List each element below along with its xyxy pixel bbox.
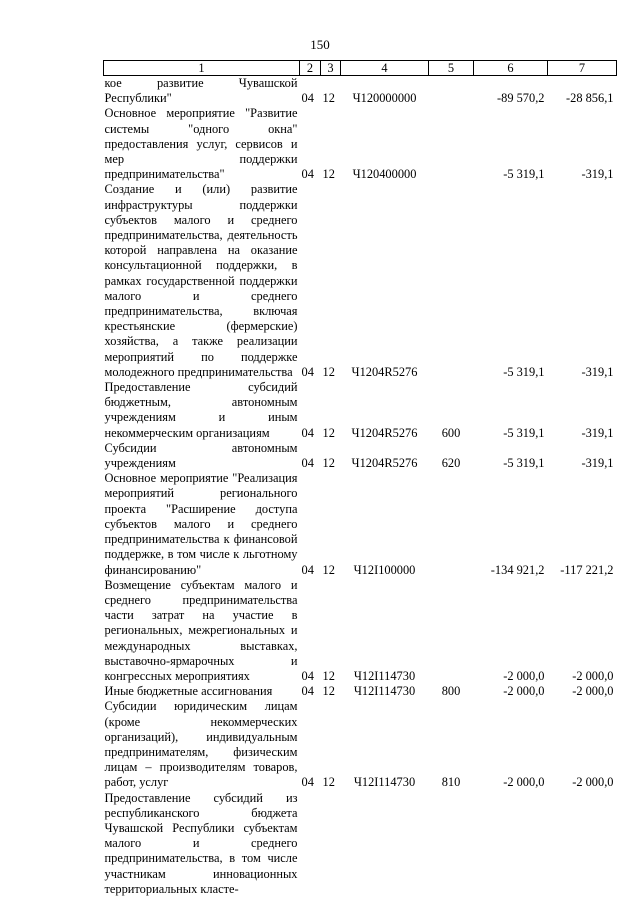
amount-cell-1 — [474, 791, 548, 897]
table-row — [104, 684, 617, 699]
podrazdel-cell: 12 — [322, 562, 335, 577]
podrazdel-cell: 12 — [322, 167, 335, 182]
row-name-cell: Субсидии юридическим лицам (кроме некоммерческих организаций), индивидуальным предпринимателям, физическим лицам – производителям товаров, работ, услуг — [104, 699, 298, 790]
table-row — [104, 76, 617, 107]
amount-cell-2: -319,1 — [581, 456, 614, 471]
razdel-cell: 04 — [301, 562, 314, 577]
podrazdel-cell — [321, 791, 341, 897]
podrazdel-cell: 12 — [322, 425, 335, 440]
page-number: 150 — [310, 37, 330, 52]
row-name-cell: Создание и (или) развитие инфраструктуры поддержки субъектов малого и среднего предпринимательства, деятельность которой направлена на оказание консультационной поддержки, в рамках государственной поддержки малого и среднего предпринимательства, включая крестьянские (фермерские) хозяйства, а также реализации мероприятий по поддержке молодежного предпринимательства — [104, 182, 298, 379]
podrazdel-cell: 12 — [322, 91, 335, 106]
target-article-cell: Ч12I114730 — [353, 775, 416, 790]
expense-type-cell — [429, 182, 474, 380]
target-article-cell — [341, 791, 429, 897]
row-name-cell: Иные бюджетные ассигнования — [104, 684, 273, 699]
expense-type-cell: 810 — [441, 775, 461, 790]
table-row — [104, 578, 617, 684]
expense-type-cell — [429, 791, 474, 897]
amount-cell-1: -5 319,1 — [503, 456, 545, 471]
row-name-cell: Субсидии автономным учреждениям — [104, 440, 298, 471]
table-row — [104, 471, 617, 577]
target-article-cell: Ч1204R5276 — [351, 364, 418, 379]
amount-cell-2: -319,1 — [581, 425, 614, 440]
row-name-cell: Основное мероприятие "Реализация мероприятий регионального проекта "Расширение доступа субъектов малого и среднего предпринимательства к финансовой поддержке, в том числе к льготному финансированию" — [104, 471, 298, 577]
target-article-cell: Ч1204R5276 — [351, 425, 418, 440]
table-row — [104, 380, 617, 441]
razdel-cell: 04 — [301, 668, 314, 683]
amount-cell-2: -117 221,2 — [560, 562, 614, 577]
amount-cell-1: -89 570,2 — [497, 91, 545, 106]
expense-type-cell — [429, 76, 474, 107]
row-name-cell: Возмещение субъектам малого и среднего предпринимательства части затрат на участие в региональных, межрегиональных и международных выставках, выставочно-ярмарочных и конгрессных мероприятиях — [104, 577, 298, 683]
expense-type-cell: 620 — [441, 456, 461, 471]
column-header-7: 7 — [548, 61, 617, 76]
amount-cell-2: -2 000,0 — [572, 775, 614, 790]
table-row — [104, 106, 617, 182]
column-header-6: 6 — [474, 61, 548, 76]
amount-cell-1: -5 319,1 — [503, 167, 545, 182]
expense-type-cell: 800 — [441, 684, 461, 699]
target-article-cell: Ч120400000 — [352, 167, 417, 182]
row-name-cell: кое развитие Чувашской Республики" — [104, 76, 298, 106]
row-name-cell: Предоставление субсидий бюджетным, автономным учреждениям и иным некоммерческим организациям — [104, 380, 298, 440]
target-article-cell: Ч1204R5276 — [351, 456, 418, 471]
column-header-2: 2 — [300, 61, 321, 76]
amount-cell-2: -2 000,0 — [572, 668, 614, 683]
amount-cell-2: -319,1 — [581, 364, 614, 379]
razdel-cell: 04 — [301, 364, 314, 379]
razdel-cell: 04 — [301, 91, 314, 106]
amount-cell-1: -5 319,1 — [503, 425, 545, 440]
column-header-4: 4 — [341, 61, 429, 76]
row-name-cell: Основное мероприятие "Развитие системы "одного окна" предоставления услуг, сервисов и мер поддержки предпринимательства" — [104, 106, 298, 182]
expense-type-cell — [429, 471, 474, 577]
column-number-row — [104, 61, 617, 76]
amount-cell-2 — [548, 791, 617, 897]
podrazdel-cell: 12 — [322, 775, 335, 790]
podrazdel-cell: 12 — [322, 684, 335, 699]
amount-cell-1: -5 319,1 — [503, 364, 545, 379]
podrazdel-cell: 12 — [322, 364, 335, 379]
target-article-cell: Ч120000000 — [352, 91, 417, 106]
amount-cell-1: -134 921,2 — [490, 562, 545, 577]
expense-type-cell: 600 — [441, 425, 461, 440]
amount-cell-2: -2 000,0 — [572, 684, 614, 699]
table-row — [104, 182, 617, 380]
amount-cell-1: -2 000,0 — [503, 775, 545, 790]
column-header-5: 5 — [429, 61, 474, 76]
target-article-cell: Ч12I100000 — [353, 562, 416, 577]
expense-type-cell — [429, 106, 474, 182]
amount-cell-1: -2 000,0 — [503, 684, 545, 699]
razdel-cell: 04 — [301, 684, 314, 699]
amount-cell-2: -28 856,1 — [566, 91, 614, 106]
razdel-cell: 04 — [301, 775, 314, 790]
target-article-cell: Ч12I114730 — [353, 668, 416, 683]
column-header-3: 3 — [321, 61, 341, 76]
amount-cell-2: -319,1 — [581, 167, 614, 182]
row-name-cell: Предоставление субсидий из республиканского бюджета Чувашской Республики субъектам малого и среднего предпринимательства, в том числе участникам инновационных территориальных класте- — [104, 790, 298, 896]
razdel-cell: 04 — [301, 167, 314, 182]
podrazdel-cell: 12 — [322, 456, 335, 471]
target-article-cell: Ч12I114730 — [353, 684, 416, 699]
amount-cell-1: -2 000,0 — [503, 668, 545, 683]
podrazdel-cell: 12 — [322, 668, 335, 683]
expense-type-cell — [429, 578, 474, 684]
budget-table — [103, 60, 617, 897]
razdel-cell: 04 — [301, 425, 314, 440]
table-row — [104, 441, 617, 471]
razdel-cell: 04 — [301, 456, 314, 471]
table-row — [104, 699, 617, 790]
razdel-cell — [300, 791, 321, 897]
table-row — [104, 791, 617, 897]
column-header-1: 1 — [104, 61, 300, 76]
